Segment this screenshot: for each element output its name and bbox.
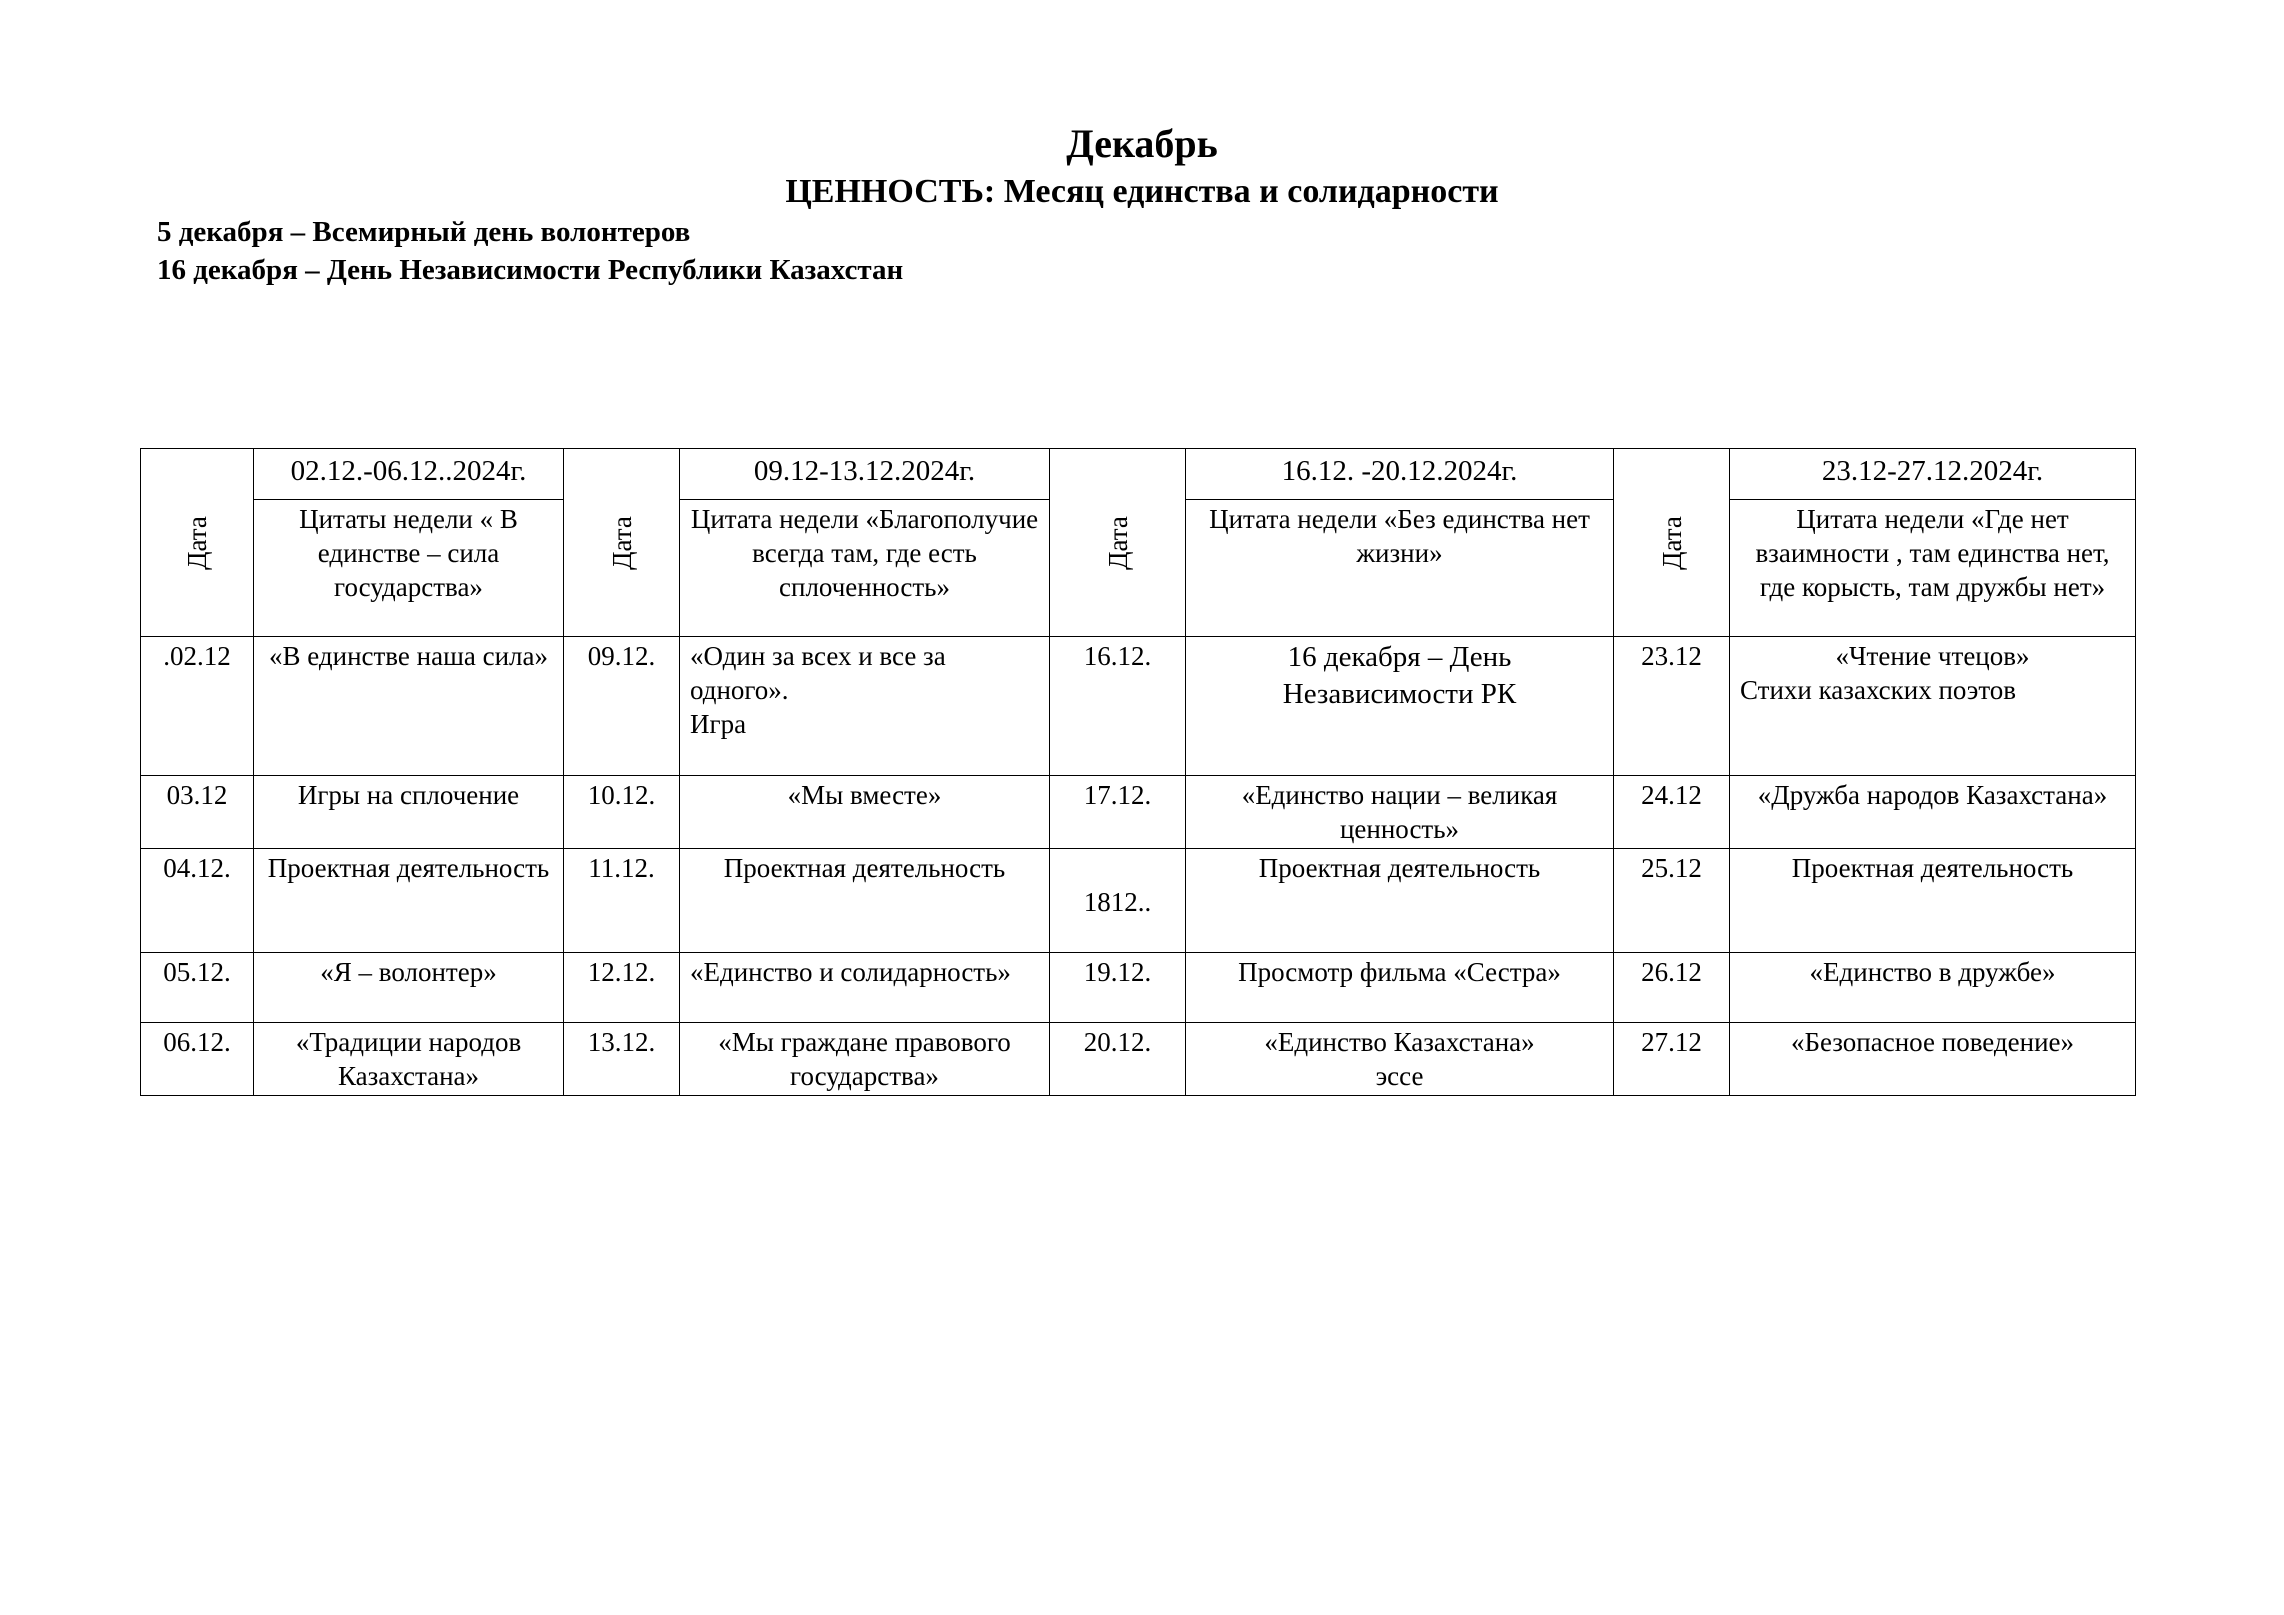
activity-cell: Проектная деятельность (254, 849, 564, 953)
date-cell: 19.12. (1050, 953, 1186, 1023)
activity-cell: «Единство и солидарность» (680, 953, 1050, 1023)
date-header-cell (1050, 449, 1186, 637)
week-quote-cell: Цитата недели «Без единства нет жизни» (1186, 500, 1614, 637)
activity-cell: «Дружба народов Казахстана» (1730, 776, 2136, 849)
date-cell: 16.12. (1050, 637, 1186, 776)
activity-cell: 16 декабря – День Независимости РК (1186, 637, 1614, 776)
activity-cell: Проектная деятельность (680, 849, 1050, 953)
date-cell: 10.12. (564, 776, 680, 849)
activity-cell: «Мы граждане правового государства» (680, 1023, 1050, 1096)
date-cell: 17.12. (1050, 776, 1186, 849)
table-row (141, 849, 2136, 953)
date-header-cell (564, 449, 680, 637)
date-cell: 1812.. (1050, 849, 1186, 953)
activity-cell: Проектная деятельность (1730, 849, 2136, 953)
date-header-cell (1614, 449, 1730, 637)
activity-cell: Просмотр фильма «Сестра» (1186, 953, 1614, 1023)
activity-cell: Проектная деятельность (1186, 849, 1614, 953)
date-cell: 11.12. (564, 849, 680, 953)
date-cell: 03.12 (141, 776, 254, 849)
activity-cell (680, 637, 1050, 776)
date-cell: 06.12. (141, 1023, 254, 1096)
date-header: Дата (181, 515, 212, 570)
activity-text-extra: Игра (690, 709, 747, 739)
activity-cell: «Единство нации – великая ценность» (1186, 776, 1614, 849)
activity-text-extra: эссе (1375, 1061, 1424, 1091)
date-cell: 12.12. (564, 953, 680, 1023)
notes (157, 213, 903, 289)
date-header: Дата (606, 515, 637, 570)
week-quote-cell: Цитаты недели « В единстве – сила государства» (254, 500, 564, 637)
week-quote-cell: Цитата недели «Благополучие всегда там, где есть сплоченность» (680, 500, 1050, 637)
note-volunteers-day: 5 декабря – Всемирный день волонтеров (157, 216, 691, 248)
activity-cell: «Я – волонтер» (254, 953, 564, 1023)
date-header-cell (141, 449, 254, 637)
table-row (141, 637, 2136, 776)
activity-cell: «Традиции народов Казахстана» (254, 1023, 564, 1096)
activity-text-extra: Стихи казахских поэтов (1740, 675, 2017, 705)
week-range-cell: 02.12.-06.12..2024г. (254, 449, 564, 500)
date-cell: 23.12 (1614, 637, 1730, 776)
activity-text: «Чтение чтецов» (1835, 641, 2030, 671)
date-header: Дата (1102, 515, 1133, 570)
date-cell: 13.12. (564, 1023, 680, 1096)
date-cell: 04.12. (141, 849, 254, 953)
week-range-row (141, 449, 2136, 500)
page-subtitle: ЦЕННОСТЬ: Месяц единства и солидарности (785, 173, 1499, 210)
week-range-cell: 16.12. -20.12.2024г. (1186, 449, 1614, 500)
table-row (141, 776, 2136, 849)
date-cell: 05.12. (141, 953, 254, 1023)
table-row (141, 953, 2136, 1023)
activity-cell: «Единство в дружбе» (1730, 953, 2136, 1023)
activity-cell: «Безопасное поведение» (1730, 1023, 2136, 1096)
week-quote-cell: Цитата недели «Где нет взаимности , там единства нет, где корысть, там дружбы нет» (1730, 500, 2136, 637)
activity-cell (1730, 637, 2136, 776)
date-cell: 26.12 (1614, 953, 1730, 1023)
weekly-plan-table (140, 448, 2136, 1096)
week-range-cell: 09.12-13.12.2024г. (680, 449, 1050, 500)
date-cell: 24.12 (1614, 776, 1730, 849)
date-cell: 27.12 (1614, 1023, 1730, 1096)
activity-cell: «Мы вместе» (680, 776, 1050, 849)
date-cell: .02.12 (141, 637, 254, 776)
activity-text: «Единство Казахстана» (1264, 1027, 1535, 1057)
date-cell: 20.12. (1050, 1023, 1186, 1096)
page-title: Декабрь (1066, 121, 1218, 166)
note-independence-day: 16 декабря – День Независимости Республики Казахстан (157, 254, 904, 286)
table-row (141, 1023, 2136, 1096)
activity-cell: Игры на сплочение (254, 776, 564, 849)
activity-cell: «В единстве наша сила» (254, 637, 564, 776)
activity-cell (1186, 1023, 1614, 1096)
date-cell: 09.12. (564, 637, 680, 776)
date-header: Дата (1656, 515, 1687, 570)
activity-text: «Один за всех и все за одного». (690, 641, 946, 705)
date-cell: 25.12 (1614, 849, 1730, 953)
week-range-cell: 23.12-27.12.2024г. (1730, 449, 2136, 500)
